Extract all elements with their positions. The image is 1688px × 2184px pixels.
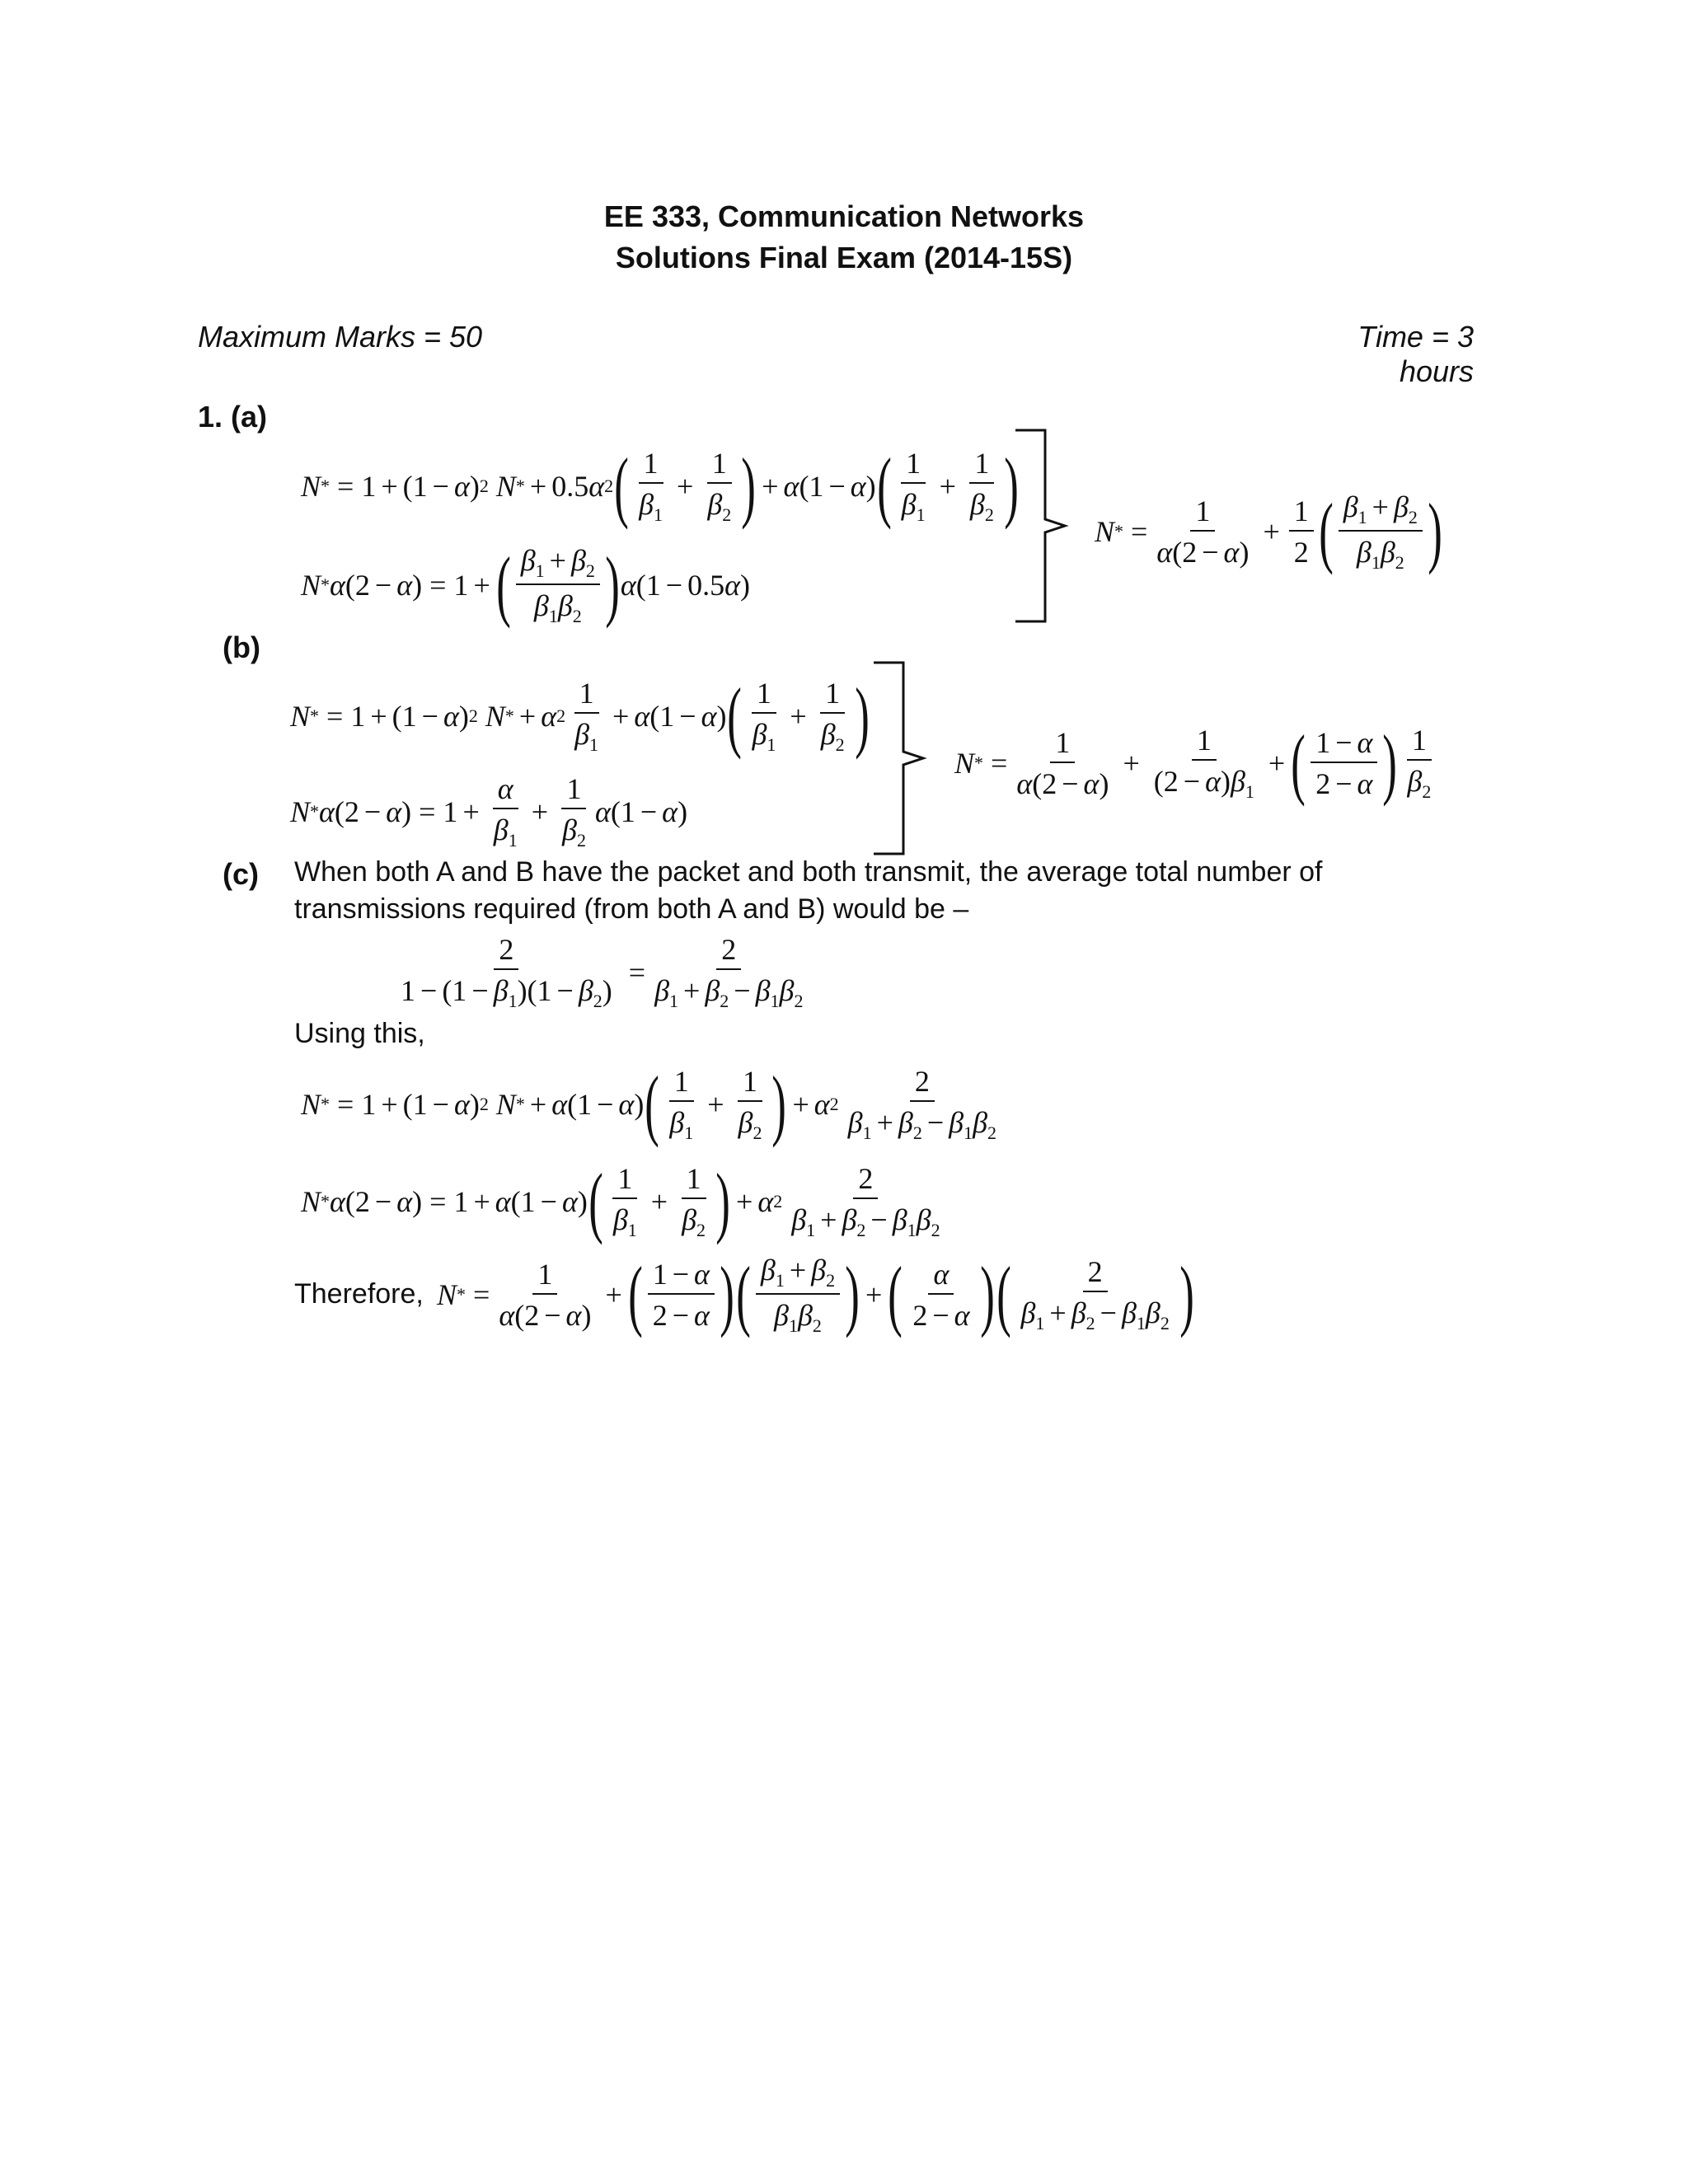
- brace-1a: [1014, 427, 1071, 625]
- using-this-text: Using this,: [294, 1018, 425, 1049]
- brace-1b: [872, 659, 938, 857]
- question-1b-label: (b): [223, 630, 260, 664]
- eq-1a-line-1: N * = 1 + (1 − α ) 2 N * + 0.5 α 2 ( $\frac{1}{\beta_1}$ + $\frac{1}{\beta_2}$ ) + α (1 − α ) ( $\frac{1}{\beta_1}$ + $\frac{1}{\beta_2}$ ): [301, 442, 1019, 530]
- eq-1c-result: N * = $\frac{1}{\alpha(2 - \alpha)}$ + ( $\frac{1 - \alpha}{2 - \alpha}$ ) ( $\frac{\beta_1 + \beta_2}{\beta_1\beta_2}$ ) + ( $\frac{\alpha}{2 - \alpha}$ ) ( $\frac{2}{\beta_1 + \beta_2 - \beta_1\beta_2}$ ): [437, 1250, 1194, 1338]
- question-1a-label: 1. (a): [198, 400, 268, 434]
- therefore-text: Therefore,: [294, 1278, 424, 1310]
- eq-1c-line-2: N * α (2 − α ) = 1 + α (1 − α ) ( $\frac{1}{\beta_1}$ + $\frac{1}{\beta_2}$ ) + α 2 $\frac{2}{\beta_1 + \beta_2 - \beta_1\beta_2}$: [301, 1157, 940, 1245]
- max-marks: Maximum Marks = 50: [198, 320, 483, 354]
- part-c-text: When both A and B have the packet and both transmit, the average total number of transmissions required (from both A and B) would be –: [294, 856, 1323, 925]
- title-line-2: Solutions Final Exam (2014-15S): [615, 241, 1073, 274]
- eq-1a-result: N * = $\frac{1}{\alpha(2 - \alpha)}$ + $\frac{1}{2}$ ( $\frac{\beta_1 + \beta_2}{\beta_1\beta_2}$ ): [1095, 487, 1442, 575]
- eq-1c-transmissions: $\frac{2}{1 - (1 - \beta_1)(1 - \beta_2)}$ = $\frac{2}{\beta_1 + \beta_2 - \beta_1\beta_2}$: [401, 933, 804, 1012]
- document-title: [0, 196, 1688, 279]
- eq-1a-line-2: N * α (2 − α ) = 1 + ( $\frac{\beta_1 + \beta_2}{\beta_1\beta_2}$ ) α (1 − 0.5 α ): [301, 541, 750, 629]
- time-limit: Time = 3 hours: [1357, 320, 1474, 388]
- eq-1b-line-2: N * α (2 − α ) = 1 + $\frac{\alpha}{\beta_1}$ + $\frac{1}{\beta_2}$ α (1 − α ): [290, 772, 688, 851]
- eq-1b-result: N * = $\frac{1}{\alpha(2 - \alpha)}$ + $\frac{1}{(2 - \alpha)\beta_1}$ + ( $\frac{1 - \alpha}{2 - \alpha}$ ) $\frac{1}{\beta_2}$: [954, 719, 1432, 807]
- title-line-1: EE 333, Communication Networks: [603, 199, 1085, 233]
- question-1c-label: (c): [223, 857, 259, 891]
- eq-1b-line-1: N * = 1 + (1 − α ) 2 N * + α 2 $\frac{1}{\beta_1}$ + α (1 − α ) ( $\frac{1}{\beta_1}$ + $\frac{1}{\beta_2}$ ): [290, 672, 870, 760]
- eq-1c-line-1: N * = 1 + (1 − α ) 2 N * + α (1 − α ) ( $\frac{1}{\beta_1}$ + $\frac{1}{\beta_2}$ ) + α 2 $\frac{2}{\beta_1 + \beta_2 - \beta_1\beta_2}$: [301, 1060, 997, 1148]
